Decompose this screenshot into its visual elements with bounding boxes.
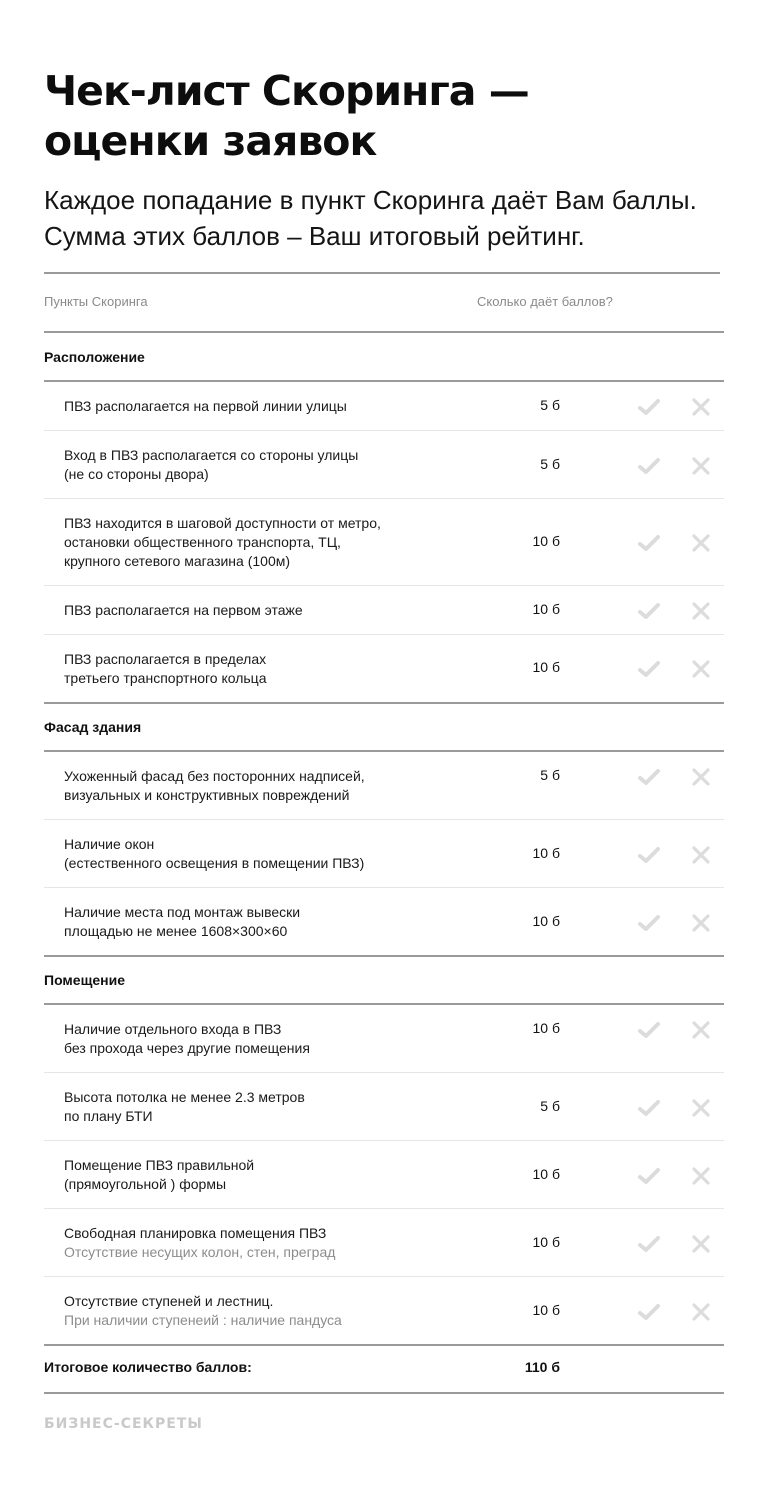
cross-icon[interactable] [691,845,711,865]
divider [44,634,724,635]
check-icon[interactable] [637,1098,661,1118]
divider [44,1392,724,1394]
cross-icon[interactable] [691,456,711,476]
cross-icon[interactable] [691,913,711,933]
divider [44,1140,724,1141]
title-line-1: Чек-лист Скоринга — [44,67,529,115]
section-title-location: Расположение [44,349,145,365]
check-icon[interactable] [637,1166,661,1186]
brand-logo: БИЗНЕС-СЕКРЕТЫ [44,1416,203,1432]
divider [44,819,724,820]
subtitle-line-2: Сумма этих баллов – Ваш итоговый рейтинг. [44,221,585,251]
check-icon[interactable] [637,1302,661,1322]
divider [44,1276,724,1277]
row-text: ПВЗ располагается на первом этаже [64,602,303,618]
divider [44,430,724,431]
row-text: Вход в ПВЗ располагается со стороны улицы (не со стороны двора) [64,447,359,482]
row-text: ПВЗ располагается на первой линии улицы [64,398,347,414]
row-points: 10 б [532,1302,560,1318]
subtitle-line-1: Каждое попадание в пункт Скоринга даёт Вам баллы. [44,185,697,215]
divider [44,1208,724,1209]
cross-icon[interactable] [691,659,711,679]
divider [44,1344,724,1346]
cross-icon[interactable] [691,1098,711,1118]
divider [44,272,720,274]
cross-icon[interactable] [691,1234,711,1254]
cross-icon[interactable] [691,533,711,553]
row-points: 5 б [540,397,560,413]
row-text: ПВЗ находится в шаговой доступности от метро, остановки общественного транспорта, ТЦ, крупного сетевого магазина (100м) [64,515,381,569]
check-icon[interactable] [637,767,661,787]
row-points: 10 б [532,913,560,929]
divider [44,887,724,888]
row-text: Отсутствие ступеней и лестниц. При наличии ступенеий : наличие пандуса [64,1292,474,1330]
row-note: Отсутствие несущих колон, стен, преград [64,1244,336,1260]
row-points: 10 б [532,1020,560,1036]
row-points: 5 б [540,1098,560,1114]
total-value: 110 б [524,1359,560,1375]
divider [44,1003,724,1005]
row-text: Высота потолка не менее 2.3 метров по плану БТИ [64,1089,305,1124]
cross-icon[interactable] [691,1302,711,1322]
check-icon[interactable] [637,1234,661,1254]
page-title [44,66,734,166]
row-points: 10 б [532,601,560,617]
row-text: Наличие места под монтаж вывески площадью не менее 1608×300×60 [64,904,301,939]
cross-icon[interactable] [691,397,711,417]
row-text: ПВЗ располагается в пределах третьего транспортного кольца [64,651,267,686]
page-subtitle [44,182,744,254]
check-icon[interactable] [637,456,661,476]
cross-icon[interactable] [691,601,711,621]
divider [44,1072,724,1073]
divider [44,380,724,382]
section-title-facade: Фасад здания [44,719,142,735]
row-points: 10 б [532,533,560,549]
cross-icon[interactable] [691,767,711,787]
row-points: 10 б [532,1166,560,1182]
row-text: Ухоженный фасад без посторонних надписей, визуальных и конструктивных повреждений [64,768,365,803]
check-icon[interactable] [637,397,661,417]
column-header-items: Пункты Скоринга [44,294,148,309]
row-text: Помещение ПВЗ правильной (прямоугольной ) формы [64,1157,255,1192]
row-points: 10 б [532,845,560,861]
cross-icon[interactable] [691,1020,711,1040]
cross-icon[interactable] [691,1166,711,1186]
row-text: Наличие отдельного входа в ПВЗ без прохода через другие помещения [64,1021,310,1056]
title-line-2: оценки заявок [44,117,377,165]
divider [44,585,724,586]
check-icon[interactable] [637,659,661,679]
check-icon[interactable] [637,913,661,933]
divider [44,498,724,499]
check-icon[interactable] [637,601,661,621]
row-points: 5 б [540,767,560,783]
row-points: 10 б [532,659,560,675]
check-icon[interactable] [637,1020,661,1040]
row-text: Свободная планировка помещения ПВЗ Отсутствие несущих колон, стен, преград [64,1224,474,1262]
divider [44,702,724,704]
row-text: Наличие окон (естественного освещения в помещении ПВЗ) [64,836,365,871]
section-title-premises: Помещение [44,972,126,988]
check-icon[interactable] [637,533,661,553]
row-note: При наличии ступенеий : наличие пандуса [64,1312,342,1328]
divider [44,331,724,333]
divider [44,750,724,752]
check-icon[interactable] [637,845,661,865]
row-points: 10 б [532,1234,560,1250]
total-label: Итоговое количество баллов: [44,1359,252,1375]
column-header-points: Сколько даёт баллов? [477,294,613,309]
divider [44,955,724,957]
row-points: 5 б [540,456,560,472]
